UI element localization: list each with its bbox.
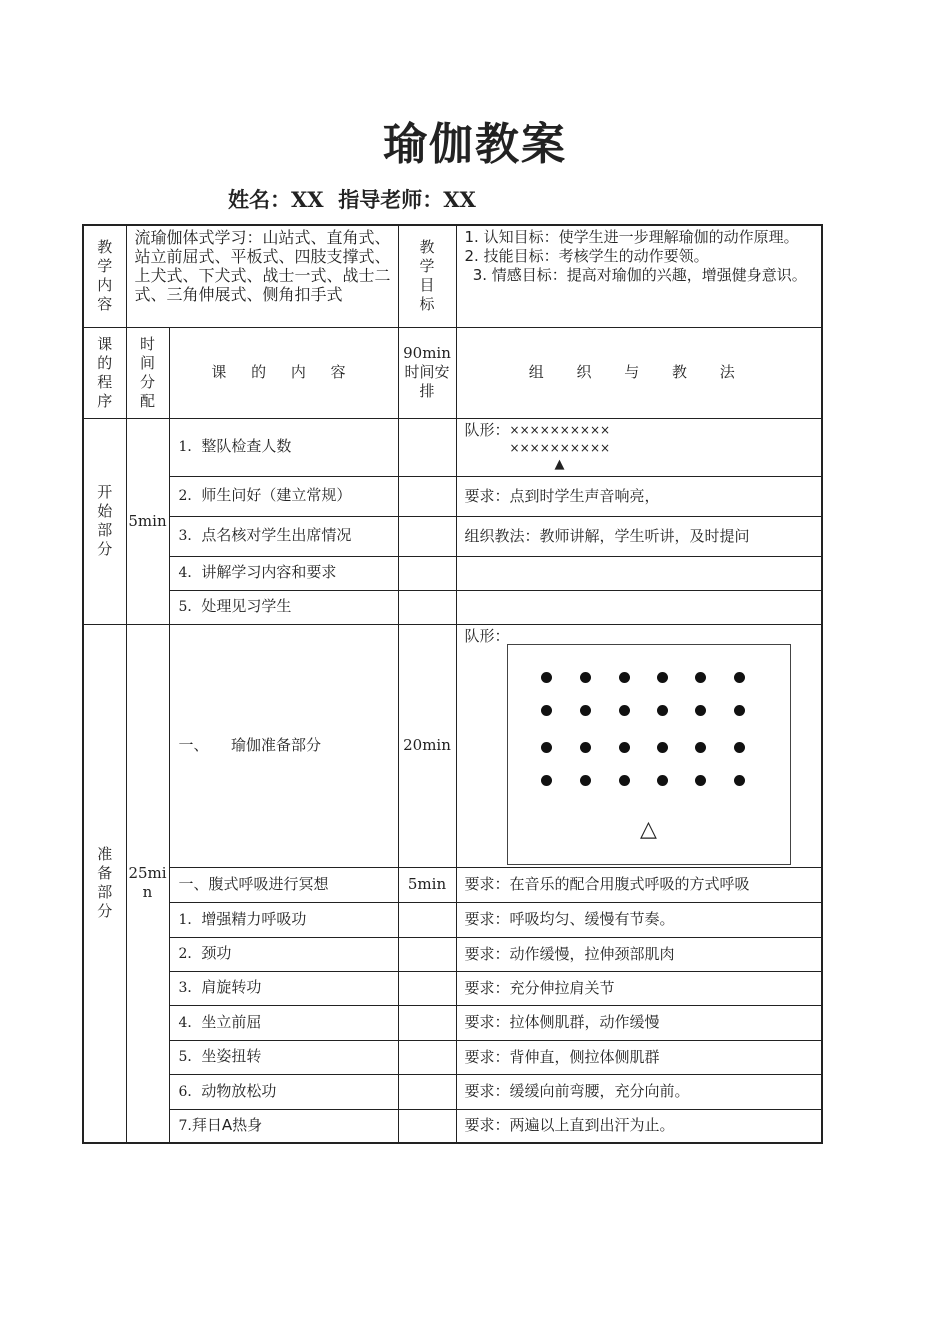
start-formation (456, 418, 822, 476)
start-formation-label: 队形： (464, 420, 510, 439)
student-dot (657, 775, 668, 786)
prep-breath-req: 要求：在音乐的配合用腹式呼吸的方式呼吸 (456, 867, 822, 902)
prep-req-4: 要求：拉体侧肌群，动作缓慢 (456, 1005, 822, 1040)
student-dot (657, 742, 668, 753)
teacher-marker-icon: ▲ (554, 456, 565, 472)
student-dot (619, 672, 630, 683)
name-value: XX (291, 187, 324, 212)
student-dot (580, 742, 591, 753)
start-item-5: 5．处理见习学生 (169, 590, 398, 624)
start-item-1-time (398, 418, 456, 476)
prep-item-7: 7.拜日A热身 (169, 1109, 398, 1143)
start-row-2 (83, 476, 822, 516)
prep-formation-label: 队形： (464, 626, 510, 645)
prep-row-breath (83, 867, 822, 902)
student-dot (580, 672, 591, 683)
student-dot (541, 742, 552, 753)
start-row-3 (83, 516, 822, 556)
prep-row-1 (83, 902, 822, 937)
student-dot (695, 672, 706, 683)
start-method: 组织教法：教师讲解，学生听讲，及时提问 (456, 516, 822, 556)
prep-row-6 (83, 1074, 822, 1109)
prep-item-6: 6．动物放松功 (169, 1074, 398, 1109)
start-section-time: 5min (126, 418, 169, 624)
prep-req-6: 要求：缓缓向前弯腰，充分向前。 (456, 1074, 822, 1109)
prep-item-5: 5．坐姿扭转 (169, 1040, 398, 1074)
student-dot (657, 705, 668, 716)
prep-section-label: 准备部分 (83, 624, 126, 1143)
prep-req-3: 要求：充分伸拉肩关节 (456, 971, 822, 1005)
col-time: 时间分配 (126, 327, 169, 418)
student-dot (619, 775, 630, 786)
start-section-label: 开始部分 (83, 418, 126, 624)
student-dot (541, 775, 552, 786)
goal-1: 1. 认知目标：使学生进一步理解瑜伽的动作原理。 (464, 228, 799, 246)
teaching-goals (456, 225, 822, 327)
prep-warmup-title: 一、 瑜伽准备部分 (169, 624, 398, 867)
student-dot (657, 672, 668, 683)
col-content: 课 的 内 容 (169, 327, 398, 418)
prep-breath-title: 一、腹式呼吸进行冥想 (169, 867, 398, 902)
teacher-label: 指导老师： (338, 188, 444, 212)
student-dot (695, 705, 706, 716)
prep-row-4 (83, 1005, 822, 1040)
teaching-content-row (83, 225, 822, 327)
author-line (228, 184, 476, 214)
student-dot (619, 742, 630, 753)
prep-section-time: 25min (126, 624, 169, 1143)
content-label-cell: 教学内容 (83, 225, 126, 327)
prep-breath-time: 5min (398, 867, 456, 902)
start-requirement: 要求：点到时学生声音响亮， (456, 476, 822, 516)
goal-label-cell: 教学目标 (398, 225, 456, 327)
student-dot (734, 775, 745, 786)
student-dot (541, 672, 552, 683)
prep-warmup-time: 20min (398, 624, 456, 867)
student-dot (734, 705, 745, 716)
prep-item-3: 3．肩旋转功 (169, 971, 398, 1005)
teacher-triangle-icon: △ (640, 817, 657, 842)
col-method: 组 织 与 教 法 (456, 327, 822, 418)
teacher-value: XX (443, 187, 476, 212)
student-dot (580, 775, 591, 786)
column-header-row (83, 327, 822, 418)
start-row-4 (83, 556, 822, 590)
formation-row-1: ×××××××××× (509, 422, 611, 437)
goal-3: 3. 情感目标：提高对瑜伽的兴趣，增强健身意识。 (472, 266, 807, 284)
start-item-2: 2．师生问好（建立常规） (169, 476, 398, 516)
start-row-1 (83, 418, 822, 476)
student-dot (541, 705, 552, 716)
prep-req-2: 要求：动作缓慢，拉伸颈部肌肉 (456, 937, 822, 971)
col-arrange: 90min时间安排 (398, 327, 456, 418)
start-row-5 (83, 590, 822, 624)
prep-row-2 (83, 937, 822, 971)
student-dot (695, 775, 706, 786)
prep-req-7: 要求：两遍以上直到出汗为止。 (456, 1109, 822, 1143)
student-dot (619, 705, 630, 716)
formation-row-2: ×××××××××× (509, 440, 611, 455)
student-dot (734, 672, 745, 683)
name-label: 姓名： (228, 188, 291, 212)
col-procedure: 课的程序 (83, 327, 126, 418)
prep-row-3 (83, 971, 822, 1005)
prep-item-2: 2．颈功 (169, 937, 398, 971)
prep-row-5 (83, 1040, 822, 1074)
goal-2: 2. 技能目标：考核学生的动作要领。 (464, 247, 709, 265)
prep-item-4: 4．坐立前屈 (169, 1005, 398, 1040)
student-dot (695, 742, 706, 753)
formation-diagram (507, 644, 791, 865)
student-dot (580, 705, 591, 716)
prep-row-7 (83, 1109, 822, 1143)
teaching-content: 流瑜伽体式学习：山站式、直角式、站立前屈式、平板式、四肢支撑式、上犬式、下犬式、战士一式、战士二式、三角伸展式、侧角扣手式 (126, 225, 398, 327)
prep-req-1: 要求：呼吸均匀、缓慢有节奏。 (456, 902, 822, 937)
prep-item-1: 1．增强精力呼吸功 (169, 902, 398, 937)
start-item-3: 3．点名核对学生出席情况 (169, 516, 398, 556)
start-item-1: 1．整队检查人数 (169, 418, 398, 476)
start-item-4: 4．讲解学习内容和要求 (169, 556, 398, 590)
page-title: 瑜伽教案 (383, 119, 567, 170)
prep-req-5: 要求：背伸直，侧拉体侧肌群 (456, 1040, 822, 1074)
student-dot (734, 742, 745, 753)
